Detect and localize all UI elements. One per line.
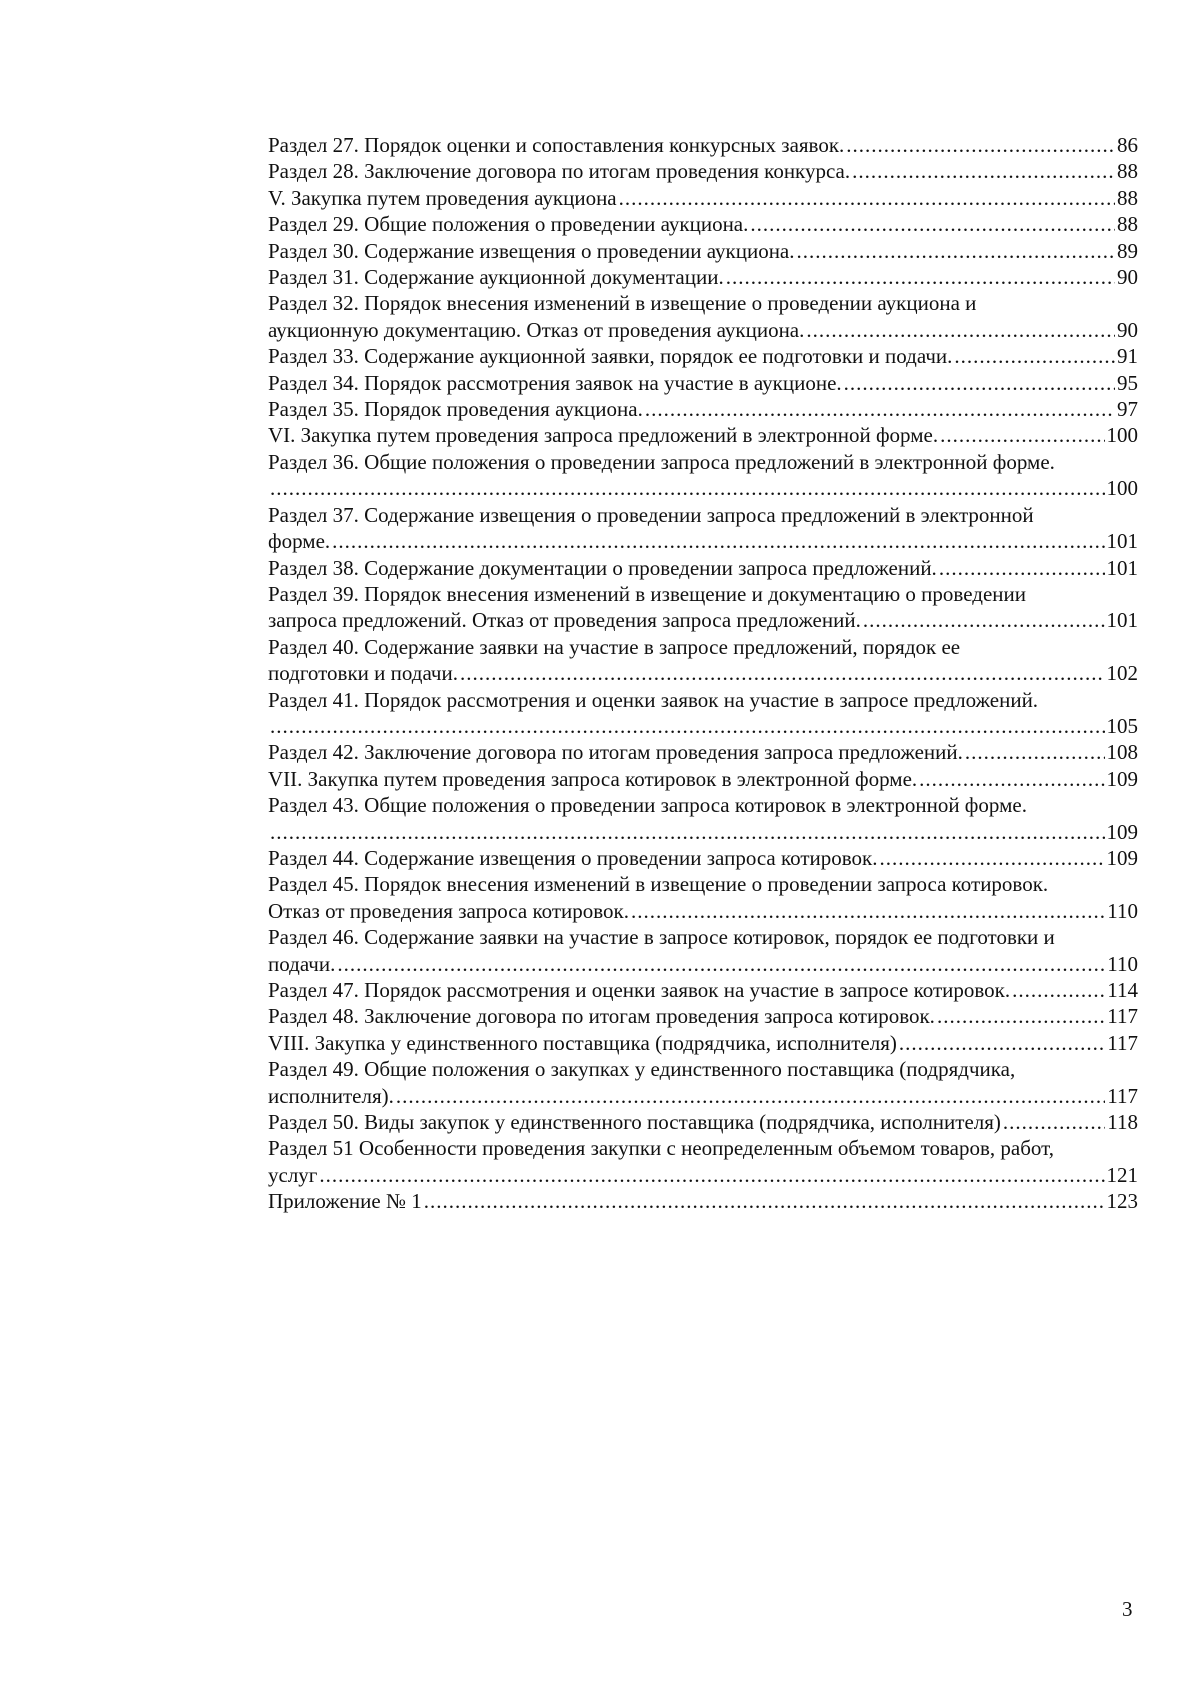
- toc-entry-leader-row: [268, 238, 1138, 264]
- toc-entry-leader-row: [268, 158, 1138, 184]
- toc-entry-title-line: Раздел 39. Порядок внесения изменений в извещение и документацию о проведении: [268, 581, 1026, 606]
- toc-entry-leader-row: [268, 819, 1138, 845]
- page-number: 3: [1122, 1597, 1133, 1621]
- dot-leader: [631, 898, 1105, 924]
- toc-entry[interactable]: [268, 977, 1138, 1003]
- toc-entry[interactable]: [268, 1135, 1138, 1188]
- toc-entry[interactable]: [268, 739, 1138, 765]
- toc-entry-title: VII. Закупка путем проведения запроса котировок в электронной форме.: [268, 766, 918, 791]
- toc-entry[interactable]: [268, 871, 1138, 924]
- dot-leader: [337, 951, 1105, 977]
- toc-entry-page: 90: [1117, 265, 1138, 290]
- toc-entry[interactable]: [268, 211, 1138, 237]
- toc-entry-title: Раздел 27. Порядок оценки и сопоставления конкурсных заявок.: [268, 133, 845, 157]
- dot-leader: [645, 396, 1115, 422]
- toc-entry-page: 109: [1106, 819, 1138, 844]
- dot-leader: [852, 158, 1115, 184]
- dot-leader: [863, 607, 1105, 633]
- toc-entry-leader-row: [268, 951, 1138, 977]
- toc-entry-title: Раздел 38. Содержание документации о проведении запроса предложений.: [268, 555, 937, 580]
- toc-entry-page: 88: [1117, 185, 1138, 210]
- dot-leader: [899, 1030, 1105, 1056]
- dot-leader: [806, 317, 1115, 343]
- toc-entry-page: 117: [1107, 1030, 1138, 1055]
- toc-entry-leader-row: [268, 766, 1138, 792]
- toc-entry-title: Раздел 48. Заключение договора по итогам проведения запроса котировок.: [268, 1004, 935, 1029]
- toc-entry-leader-row: [268, 977, 1138, 1003]
- toc-entry-leader-row: [268, 132, 1138, 158]
- toc-entry-leader-row: [268, 343, 1138, 369]
- toc-entry-leader-row: [268, 555, 1138, 581]
- toc-entry-page: 105: [1106, 713, 1138, 738]
- toc-entry[interactable]: [268, 422, 1138, 448]
- toc-entry-leader-row: [268, 898, 1138, 924]
- dot-leader: [965, 739, 1105, 765]
- toc-entry-page: 91: [1117, 344, 1138, 369]
- toc-entry-title: V. Закупка путем проведения аукциона: [268, 185, 617, 210]
- toc-entry-leader-row: [268, 660, 1138, 686]
- dot-leader: [797, 238, 1116, 264]
- toc-entry[interactable]: [268, 238, 1138, 264]
- toc-entry[interactable]: [268, 581, 1138, 634]
- toc-entry-title: Раздел 31. Содержание аукционной документации.: [268, 265, 724, 290]
- toc-entry-page: 101: [1106, 529, 1138, 554]
- toc-entry[interactable]: [268, 502, 1138, 555]
- toc-entry-page: 108: [1106, 740, 1138, 765]
- toc-entry-page: 88: [1117, 159, 1138, 184]
- toc-entry-leader-row: [268, 396, 1138, 422]
- toc-entry[interactable]: [268, 634, 1138, 687]
- dot-leader: [937, 1003, 1105, 1029]
- dot-leader: [332, 528, 1104, 554]
- toc-entry-leader-row: [268, 845, 1138, 871]
- toc-entry[interactable]: [268, 924, 1138, 977]
- toc-entry-page: 117: [1107, 1004, 1138, 1029]
- toc-entry-title: Раздел 35. Порядок проведения аукциона.: [268, 397, 643, 422]
- dot-leader: [919, 766, 1104, 792]
- toc-entry-page: 100: [1106, 476, 1138, 501]
- toc-entry[interactable]: [268, 449, 1138, 502]
- toc-entry-leader-row: [268, 370, 1138, 396]
- dot-leader: [844, 370, 1115, 396]
- toc-entry-page: 86: [1117, 133, 1138, 157]
- toc-entry[interactable]: [268, 290, 1138, 343]
- toc-entry-title: Раздел 47. Порядок рассмотрения и оценки заявок на участие в запросе котировок.: [268, 978, 1011, 1002]
- toc-entry-title: подачи.: [268, 951, 336, 976]
- toc-entry[interactable]: [268, 1003, 1138, 1029]
- toc-entry[interactable]: [268, 845, 1138, 871]
- toc-entry-title: Раздел 42. Заключение договора по итогам проведения запроса предложений.: [268, 740, 963, 765]
- toc-entry-title: услуг: [268, 1162, 318, 1187]
- dot-leader: [939, 555, 1105, 581]
- toc-entry-leader-row: [268, 1083, 1138, 1109]
- toc-entry-title-line: Раздел 37. Содержание извещения о проведении запроса предложений в электронной: [268, 502, 1034, 527]
- dot-leader: [750, 211, 1115, 237]
- toc-entry-page: 97: [1117, 397, 1138, 422]
- toc-entry-title: Отказ от проведения запроса котировок.: [268, 898, 629, 923]
- dot-leader: [424, 1188, 1105, 1214]
- toc-entry-title: Раздел 33. Содержание аукционной заявки, порядок ее подготовки и подачи.: [268, 344, 953, 369]
- toc-entry-page: 101: [1106, 555, 1138, 580]
- dot-leader: [619, 185, 1115, 211]
- toc-entry-title-line: Раздел 36. Общие положения о проведении запроса предложений в электронной форме.: [268, 449, 1055, 474]
- toc-entry-title: VIII. Закупка у единственного поставщика (подрядчика, исполнителя): [268, 1030, 897, 1055]
- toc-entry-page: 118: [1107, 1110, 1138, 1135]
- toc-entry[interactable]: [268, 1188, 1138, 1214]
- toc-entry-page: 110: [1107, 898, 1138, 923]
- toc-entry[interactable]: [268, 687, 1138, 740]
- toc-entry-page: 117: [1107, 1083, 1138, 1108]
- toc-entry-page: 89: [1117, 238, 1138, 263]
- toc-entry-title: запроса предложений. Отказ от проведения запроса предложений.: [268, 608, 861, 633]
- toc-entry-title: подготовки и подачи.: [268, 661, 458, 686]
- toc-entry-title: Раздел 30. Содержание извещения о проведении аукциона.: [268, 238, 795, 263]
- dot-leader: [726, 264, 1115, 290]
- toc-entry-title: исполнителя).: [268, 1083, 394, 1108]
- toc-entry[interactable]: [268, 766, 1138, 792]
- dot-leader: [1012, 977, 1105, 1003]
- toc-entry-leader-row: [268, 317, 1138, 343]
- dot-leader: [954, 343, 1115, 369]
- toc-entry-title: форме.: [268, 529, 331, 554]
- toc-entry-page: 109: [1106, 845, 1138, 870]
- toc-entry-leader-row: [268, 1003, 1138, 1029]
- toc-entry-title-line: Раздел 41. Порядок рассмотрения и оценки заявок на участие в запросе предложений.: [268, 687, 1039, 712]
- toc-entry[interactable]: [268, 264, 1138, 290]
- toc-entry-title: Приложение № 1: [268, 1189, 422, 1214]
- dot-leader: [1003, 1109, 1105, 1135]
- toc-entry[interactable]: [268, 1030, 1138, 1056]
- toc-entry-leader-row: [268, 1109, 1138, 1135]
- toc-entry[interactable]: [268, 792, 1138, 845]
- toc-entry-page: 102: [1106, 661, 1138, 686]
- toc-entry-title-line: Раздел 43. Общие положения о проведении запроса котировок в электронной форме.: [268, 793, 1027, 818]
- toc-entry-page: 101: [1106, 608, 1138, 633]
- toc-entry-title-line: Раздел 40. Содержание заявки на участие в запросе предложений, порядок ее: [268, 634, 961, 659]
- toc-entry-title: Раздел 29. Общие положения о проведении аукциона.: [268, 212, 749, 237]
- toc-entry-title-line: Раздел 45. Порядок внесения изменений в извещение о проведении запроса котировок.: [268, 872, 1049, 897]
- toc-entry-leader-row: [268, 739, 1138, 765]
- toc-entry-leader-row: [268, 475, 1138, 501]
- dot-leader: [319, 1162, 1104, 1188]
- toc-entry-page: 114: [1107, 978, 1138, 1002]
- toc-entry-leader-row: [268, 264, 1138, 290]
- toc-entry-page: 90: [1117, 317, 1138, 342]
- toc-entry-leader-row: [268, 713, 1138, 739]
- toc-entry-page: 110: [1107, 951, 1138, 976]
- toc-entry[interactable]: [268, 185, 1138, 211]
- toc-entry-title: Раздел 28. Заключение договора по итогам проведения конкурса.: [268, 159, 851, 184]
- toc-entry-title-line: Раздел 46. Содержание заявки на участие в запросе котировок, порядок ее подготовки и: [268, 925, 1055, 950]
- toc-entry-leader-row: [268, 211, 1138, 237]
- toc-entry-title-line: Раздел 32. Порядок внесения изменений в извещение о проведении аукциона и: [268, 291, 977, 316]
- toc-entry-page: 121: [1106, 1162, 1138, 1187]
- toc-entry-page: 109: [1106, 766, 1138, 791]
- toc-entry[interactable]: [268, 396, 1138, 422]
- toc-entry-leader-row: [268, 607, 1138, 633]
- dot-leader: [270, 475, 1105, 501]
- toc-entry-title: Раздел 34. Порядок рассмотрения заявок на участие в аукционе.: [268, 370, 842, 395]
- toc-entry-title: Раздел 44. Содержание извещения о проведении запроса котировок.: [268, 845, 878, 870]
- dot-leader: [940, 422, 1104, 448]
- dot-leader: [270, 819, 1105, 845]
- toc-entry[interactable]: [268, 343, 1138, 369]
- toc-entry-title-line: Раздел 51 Особенности проведения закупки с неопределенным объемом товаров, работ,: [268, 1136, 1054, 1161]
- toc-entry-title: аукционную документацию. Отказ от проведения аукциона.: [268, 317, 805, 342]
- toc-entry-page: 95: [1117, 370, 1138, 395]
- toc-entry[interactable]: [268, 1056, 1138, 1109]
- dot-leader: [880, 845, 1105, 871]
- toc-entry[interactable]: [268, 370, 1138, 396]
- toc-entry[interactable]: [268, 1109, 1138, 1135]
- toc-entry-page: 100: [1106, 423, 1138, 448]
- toc-entry-leader-row: [268, 1188, 1138, 1214]
- toc-entry[interactable]: [268, 132, 1138, 158]
- toc-entry-leader-row: [268, 1030, 1138, 1056]
- toc-entry-title: Раздел 50. Виды закупок у единственного поставщика (подрядчика, исполнителя): [268, 1110, 1001, 1135]
- toc-entry-page: 88: [1117, 212, 1138, 237]
- toc-entry-leader-row: [268, 528, 1138, 554]
- table-of-contents: [268, 132, 1138, 1215]
- toc-entry-leader-row: [268, 422, 1138, 448]
- dot-leader: [396, 1083, 1105, 1109]
- toc-entry-page: 123: [1106, 1189, 1138, 1214]
- toc-entry[interactable]: [268, 555, 1138, 581]
- toc-entry-leader-row: [268, 1162, 1138, 1188]
- toc-entry-leader-row: [268, 185, 1138, 211]
- dot-leader: [460, 660, 1105, 686]
- toc-entry[interactable]: [268, 158, 1138, 184]
- dot-leader: [846, 132, 1115, 158]
- dot-leader: [270, 713, 1105, 739]
- toc-entry-title: VI. Закупка путем проведения запроса предложений в электронной форме.: [268, 423, 939, 448]
- toc-entry-title-line: Раздел 49. Общие положения о закупках у единственного поставщика (подрядчика,: [268, 1057, 1016, 1082]
